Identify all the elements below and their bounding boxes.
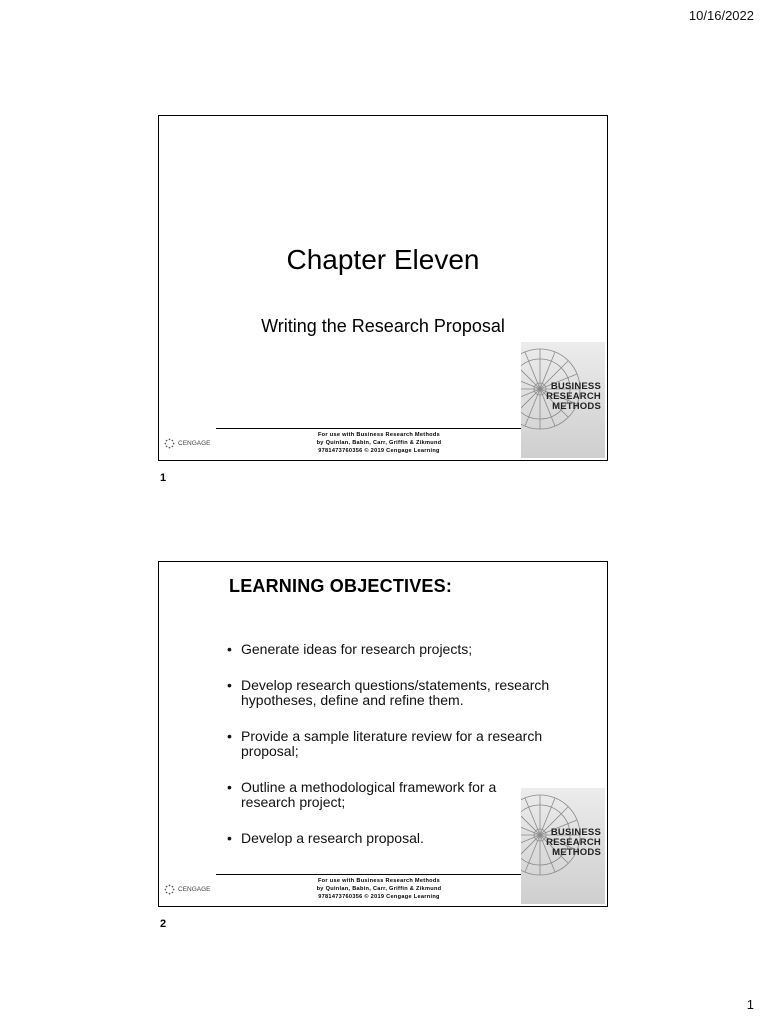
cengage-logo: CENGAGE [164, 438, 211, 449]
cengage-logo-icon [164, 884, 175, 895]
list-item: • Develop a research proposal. [227, 830, 424, 846]
cengage-logo-icon [164, 438, 175, 449]
cengage-logo: CENGAGE [164, 884, 211, 895]
list-item: • Outline a methodological framework for a research project; [227, 779, 497, 810]
slide-title: Chapter Eleven [286, 244, 480, 275]
footer-divider [216, 428, 524, 429]
slide-number: 1 [160, 472, 167, 484]
slide-2 [158, 561, 608, 907]
slide-subtitle: Writing the Research Proposal [261, 316, 505, 336]
slide-1 [158, 115, 608, 461]
page-date: 10/16/2022 [688, 8, 754, 23]
footer-divider [216, 874, 524, 875]
slide-footer: For use with Business Research Methods by Quinlan, Babin, Carr, Griffin & Zikmund 9781473760356 © 2019 Cengage Learning [316, 432, 442, 454]
slide-footer: For use with Business Research Methods by Quinlan, Babin, Carr, Griffin & Zikmund 9781473760356 © 2019 Cengage Learning [316, 878, 442, 900]
book-title: BUSINESS RESEARCH METHODS [546, 827, 601, 858]
slide-number: 2 [160, 918, 167, 930]
book-cover-thumbnail [521, 342, 605, 458]
slide-heading: LEARNING OBJECTIVES: [229, 576, 453, 596]
list-item: • Develop research questions/statements, research hypotheses, define and refine them. [227, 677, 550, 708]
list-item: • Generate ideas for research projects; [227, 641, 473, 657]
page-number: 1 [746, 997, 754, 1012]
book-cover-thumbnail [521, 788, 605, 904]
book-title: BUSINESS RESEARCH METHODS [546, 381, 601, 412]
list-item: • Provide a sample literature review for a research proposal; [227, 728, 543, 759]
